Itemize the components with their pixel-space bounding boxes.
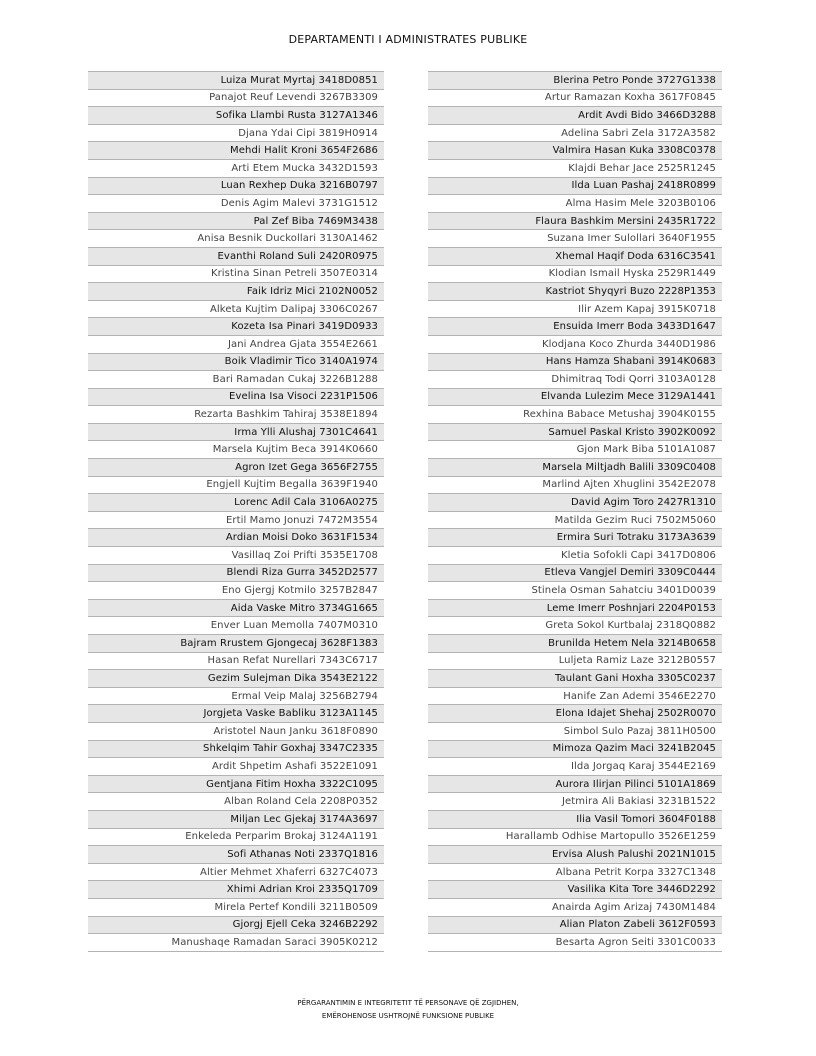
list-item: Hanife Zan Ademi 3546E2270 bbox=[428, 687, 722, 705]
list-item: Besarta Agron Seiti 3301C0033 bbox=[428, 933, 722, 951]
list-item: Aida Vaske Mitro 3734G1665 bbox=[88, 599, 384, 617]
list-item: Miljan Lec Gjekaj 3174A3697 bbox=[88, 810, 384, 828]
list-item: Luiza Murat Myrtaj 3418D0851 bbox=[88, 71, 384, 89]
document-footer bbox=[0, 997, 816, 1023]
list-item: Ertil Mamo Jonuzi 7472M3554 bbox=[88, 511, 384, 529]
list-item: Marlind Ajten Xhuglini 3542E2078 bbox=[428, 476, 722, 494]
list-item: Engjell Kujtim Begalla 3639F1940 bbox=[88, 476, 384, 494]
list-item: Suzana Imer Sulollari 3640F1955 bbox=[428, 229, 722, 247]
list-item: Xhimi Adrian Kroi 2335Q1709 bbox=[88, 880, 384, 898]
list-item: Simbol Sulo Pazaj 3811H0500 bbox=[428, 722, 722, 740]
list-item: Taulant Gani Hoxha 3305C0237 bbox=[428, 669, 722, 687]
list-item: Arti Etem Mucka 3432D1593 bbox=[88, 159, 384, 177]
list-item: Ensuida Imerr Boda 3433D1647 bbox=[428, 317, 722, 335]
list-item: Anisa Besnik Duckollari 3130A1462 bbox=[88, 229, 384, 247]
list-item: Ardit Avdi Bido 3466D3288 bbox=[428, 106, 722, 124]
list-item: Ermal Veip Malaj 3256B2794 bbox=[88, 687, 384, 705]
list-item: Alian Platon Zabeli 3612F0593 bbox=[428, 916, 722, 934]
list-item: Samuel Paskal Kristo 3902K0092 bbox=[428, 423, 722, 441]
list-item: Evanthi Roland Suli 2420R0975 bbox=[88, 247, 384, 265]
list-item: Enkeleda Perparim Brokaj 3124A1191 bbox=[88, 828, 384, 846]
list-item: Bari Ramadan Cukaj 3226B1288 bbox=[88, 370, 384, 388]
document-title: DEPARTAMENTI I ADMINISTRATES PUBLIKE bbox=[288, 33, 528, 46]
list-item: Agron Izet Gega 3656F2755 bbox=[88, 458, 384, 476]
list-item: Ardian Moisi Doko 3631F1534 bbox=[88, 528, 384, 546]
list-item: Klodjana Koco Zhurda 3440D1986 bbox=[428, 335, 722, 353]
list-item: Gentjana Fitim Hoxha 3322C1095 bbox=[88, 775, 384, 793]
list-item: Shkelqim Tahir Goxhaj 3347C2335 bbox=[88, 740, 384, 758]
list-item: Boik Vladimir Tico 3140A1974 bbox=[88, 353, 384, 371]
list-item: Mirela Pertef Kondili 3211B0509 bbox=[88, 898, 384, 916]
list-item: Ilia Vasil Tomori 3604F0188 bbox=[428, 810, 722, 828]
footer-line-1: PËRGARANTIMIN E INTEGRITETIT TË PERSONAVE QË ZGJIDHEN, bbox=[297, 999, 519, 1007]
list-item: Jorgjeta Vaske Babliku 3123A1145 bbox=[88, 704, 384, 722]
list-item: Bajram Rrustem Gjongecaj 3628F1383 bbox=[88, 634, 384, 652]
list-item: Marsela Miltjadh Balili 3309C0408 bbox=[428, 458, 722, 476]
list-item: Irma Ylli Alushaj 7301C4641 bbox=[88, 423, 384, 441]
list-item: Panajot Reuf Levendi 3267B3309 bbox=[88, 89, 384, 107]
list-item: Artur Ramazan Koxha 3617F0845 bbox=[428, 89, 722, 107]
list-item: Alban Roland Cela 2208P0352 bbox=[88, 792, 384, 810]
list-item: Denis Agim Malevi 3731G1512 bbox=[88, 194, 384, 212]
names-list-left bbox=[88, 71, 384, 952]
list-item: Lorenc Adil Cala 3106A0275 bbox=[88, 493, 384, 511]
list-item: Gjon Mark Biba 5101A1087 bbox=[428, 440, 722, 458]
list-item: Blerina Petro Ponde 3727G1338 bbox=[428, 71, 722, 89]
list-item: Vasillaq Zoi Prifti 3535E1708 bbox=[88, 546, 384, 564]
list-item: Ilir Azem Kapaj 3915K0718 bbox=[428, 300, 722, 318]
list-item: Jetmira Ali Bakiasi 3231B1522 bbox=[428, 792, 722, 810]
list-item: Xhemal Haqif Doda 6316C3541 bbox=[428, 247, 722, 265]
list-item: Etleva Vangjel Demiri 3309C0444 bbox=[428, 564, 722, 582]
list-item: Matilda Gezim Ruci 7502M5060 bbox=[428, 511, 722, 529]
list-item: Rexhina Babace Metushaj 3904K0155 bbox=[428, 405, 722, 423]
list-item: David Agim Toro 2427R1310 bbox=[428, 493, 722, 511]
list-item: Aristotel Naun Janku 3618F0890 bbox=[88, 722, 384, 740]
list-item: Vasilika Kita Tore 3446D2292 bbox=[428, 880, 722, 898]
list-item: Enver Luan Memolla 7407M0310 bbox=[88, 616, 384, 634]
list-item: Ermira Suri Totraku 3173A3639 bbox=[428, 528, 722, 546]
list-item: Ilda Luan Pashaj 2418R0899 bbox=[428, 177, 722, 195]
list-item: Kozeta Isa Pinari 3419D0933 bbox=[88, 317, 384, 335]
list-item: Aurora Ilirjan Pilinci 5101A1869 bbox=[428, 775, 722, 793]
list-item: Jani Andrea Gjata 3554E2661 bbox=[88, 335, 384, 353]
list-item: Rezarta Bashkim Tahiraj 3538E1894 bbox=[88, 405, 384, 423]
list-item: Leme Imerr Poshnjari 2204P0153 bbox=[428, 599, 722, 617]
list-item: Mimoza Qazim Maci 3241B2045 bbox=[428, 740, 722, 758]
names-list-right bbox=[428, 71, 722, 952]
footer-line-2: EMËROHENOSE USHTROJNË FUNKSIONE PUBLIKE bbox=[321, 1012, 495, 1020]
list-item: Evelina Isa Visoci 2231P1506 bbox=[88, 388, 384, 406]
list-item: Eno Gjergj Kotmilo 3257B2847 bbox=[88, 581, 384, 599]
list-item: Hans Hamza Shabani 3914K0683 bbox=[428, 353, 722, 371]
list-item: Elvanda Lulezim Mece 3129A1441 bbox=[428, 388, 722, 406]
list-item: Pal Zef Biba 7469M3438 bbox=[88, 212, 384, 230]
list-item: Elona Idajet Shehaj 2502R0070 bbox=[428, 704, 722, 722]
list-item: Greta Sokol Kurtbalaj 2318Q0882 bbox=[428, 616, 722, 634]
list-item: Albana Petrit Korpa 3327C1348 bbox=[428, 863, 722, 881]
list-item: Ervisa Alush Palushi 2021N1015 bbox=[428, 845, 722, 863]
list-end-rule bbox=[88, 951, 384, 952]
list-item: Faik Idriz Mici 2102N0052 bbox=[88, 282, 384, 300]
list-item: Valmira Hasan Kuka 3308C0378 bbox=[428, 141, 722, 159]
list-item: Alketa Kujtim Dalipaj 3306C0267 bbox=[88, 300, 384, 318]
list-item: Ardit Shpetim Ashafi 3522E1091 bbox=[88, 757, 384, 775]
list-item: Alma Hasim Mele 3203B0106 bbox=[428, 194, 722, 212]
list-item: Kristina Sinan Petreli 3507E0314 bbox=[88, 265, 384, 283]
list-item: Gezim Sulejman Dika 3543E2122 bbox=[88, 669, 384, 687]
list-item: Anairda Agim Arizaj 7430M1484 bbox=[428, 898, 722, 916]
list-item: Hasan Refat Nurellari 7343C6717 bbox=[88, 652, 384, 670]
list-item: Sofika Llambi Rusta 3127A1346 bbox=[88, 106, 384, 124]
list-item: Adelina Sabri Zela 3172A3582 bbox=[428, 124, 722, 142]
list-item: Kastriot Shyqyri Buzo 2228P1353 bbox=[428, 282, 722, 300]
list-item: Gjorgj Ejell Ceka 3246B2292 bbox=[88, 916, 384, 934]
list-item: Brunilda Hetem Nela 3214B0658 bbox=[428, 634, 722, 652]
list-item: Kletia Sofokli Capi 3417D0806 bbox=[428, 546, 722, 564]
list-item: Stinela Osman Sahatciu 3401D0039 bbox=[428, 581, 722, 599]
list-item: Flaura Bashkim Mersini 2435R1722 bbox=[428, 212, 722, 230]
list-item: Luljeta Ramiz Laze 3212B0557 bbox=[428, 652, 722, 670]
list-item: Altier Mehmet Xhaferri 6327C4073 bbox=[88, 863, 384, 881]
list-item: Dhimitraq Todi Qorri 3103A0128 bbox=[428, 370, 722, 388]
list-item: Marsela Kujtim Beca 3914K0660 bbox=[88, 440, 384, 458]
list-item: Ilda Jorgaq Karaj 3544E2169 bbox=[428, 757, 722, 775]
list-end-rule bbox=[428, 951, 722, 952]
list-item: Sofi Athanas Noti 2337Q1816 bbox=[88, 845, 384, 863]
list-item: Manushaqe Ramadan Saraci 3905K0212 bbox=[88, 933, 384, 951]
list-item: Klajdi Behar Jace 2525R1245 bbox=[428, 159, 722, 177]
list-item: Klodian Ismail Hyska 2529R1449 bbox=[428, 265, 722, 283]
list-item: Harallamb Odhise Martopullo 3526E1259 bbox=[428, 828, 722, 846]
list-item: Luan Rexhep Duka 3216B0797 bbox=[88, 177, 384, 195]
list-item: Blendi Riza Gurra 3452D2577 bbox=[88, 564, 384, 582]
list-item: Djana Ydai Cipi 3819H0914 bbox=[88, 124, 384, 142]
list-item: Mehdi Halit Kroni 3654F2686 bbox=[88, 141, 384, 159]
